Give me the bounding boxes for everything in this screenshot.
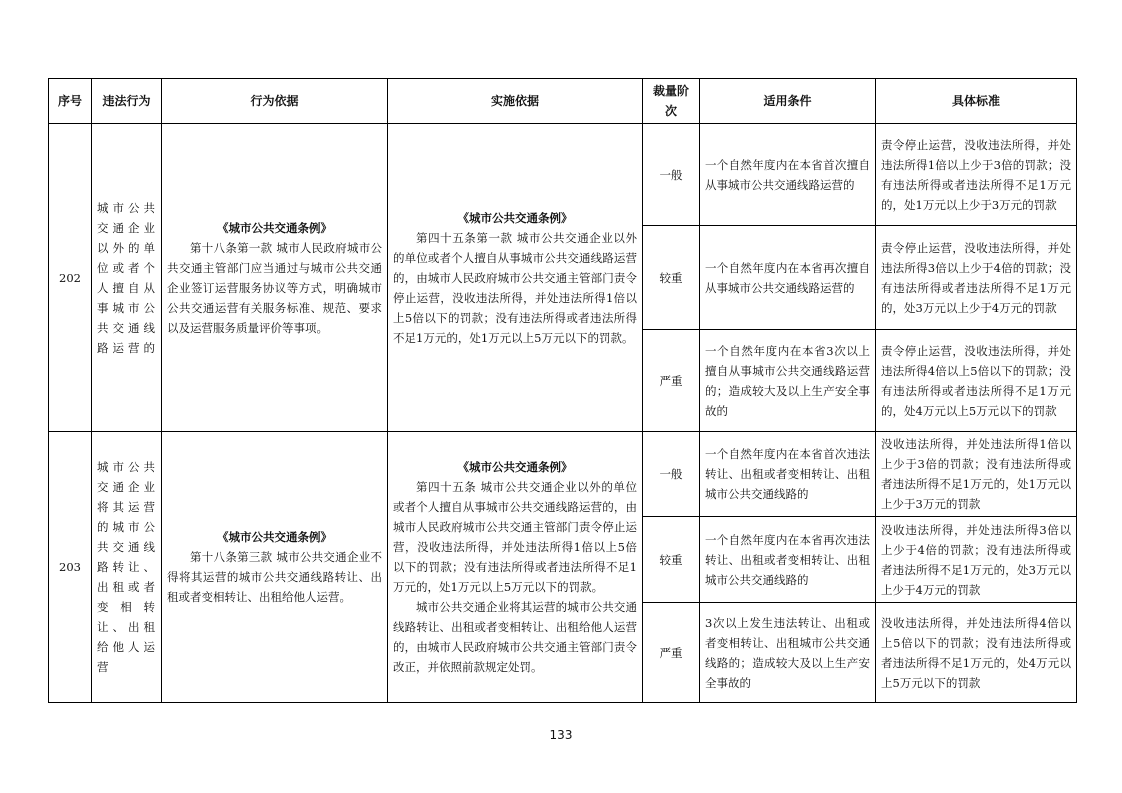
level-standard: 责令停止运营，没收违法所得，并处违法所得3倍以上少于4倍的罚款；没有违法所得或者违法所得不足1万元的，处3万元以上少于4万元的罚款 <box>876 226 1077 330</box>
header-standard: 具体标准 <box>876 79 1077 124</box>
impl-text: 第四十五条 城市公共交通企业以外的单位或者个人擅自从事城市公共交通线路运营的，由城市人民政府城市公共交通主管部门责令停止运营，没收违法所得，并处违法所得1倍以上5倍以下的罚款；没有违法所得或者违法所得不足1万元的，处1万元以上5万元以下的罚款。 <box>393 480 637 594</box>
basis-text: 第十八条第三款 城市公共交通企业不得将其运营的城市公共交通线路转让、出租或者变相转让、出租给他人运营。 <box>167 550 382 604</box>
basis-law-title: 《城市公共交通条例》 <box>217 530 332 544</box>
header-basis: 行为依据 <box>162 79 388 124</box>
row-behavior: 城市公共交通企业将其运营的城市公共交通线路转让、出租或者变相转让、出租给他人运营 <box>92 432 162 703</box>
level-label: 严重 <box>643 603 700 703</box>
row-impl <box>388 124 643 432</box>
impl-law-title: 《城市公共交通条例》 <box>457 210 573 225</box>
page-number: 133 <box>549 728 573 742</box>
row-basis <box>162 124 388 432</box>
basis-law-title: 《城市公共交通条例》 <box>217 220 332 235</box>
level-condition: 一个自然年度内在本省3次以上擅自从事城市公共交通线路运营的；造成较大及以上生产安全事故的 <box>700 330 876 432</box>
level-standard: 没收违法所得，并处违法所得1倍以上少于3倍的罚款；没有违法所得或者违法所得不足1万元的，处1万元以上少于3万元的罚款 <box>876 432 1077 517</box>
level-condition: 一个自然年度内在本省再次违法转让、出租或者变相转让、出租城市公共交通线路的 <box>700 517 876 603</box>
header-level: 裁量阶次 <box>643 79 700 124</box>
header-behavior: 违法行为 <box>92 79 162 124</box>
row-seq: 202 <box>49 124 92 432</box>
impl-law-title: 《城市公共交通条例》 <box>457 460 573 474</box>
header-seq: 序号 <box>49 79 92 124</box>
header-row <box>49 79 1077 124</box>
table-row <box>49 432 1077 517</box>
header-impl: 实施依据 <box>388 79 643 124</box>
row-behavior: 城市公共交通企业以外的单位或者个人擅自从事城市公共交通线路运营的 <box>92 124 162 432</box>
level-condition: 一个自然年度内在本省首次违法转让、出租或者变相转让、出租城市公共交通线路的 <box>700 432 876 517</box>
impl-text-2: 城市公共交通企业将其运营的城市公共交通线路转让、出租或者变相转让、出租给他人运营的，由城市人民政府城市公共交通主管部门责令改正，并依照前款规定处罚。 <box>393 600 637 674</box>
table-row <box>49 124 1077 226</box>
level-label: 一般 <box>643 124 700 226</box>
row-impl <box>388 432 643 703</box>
impl-text: 第四十五条第一款 城市公共交通企业以外的单位或者个人擅自从事城市公共交通线路运营的，由城市人民政府城市公共交通主管部门责令停止运营，没收违法所得，并处违法所得1倍以上5倍以下的罚款；没有违法所得或者违法所得不足1万元的，处1万元以上5万元以下的罚款。 <box>393 230 637 345</box>
level-label: 较重 <box>643 226 700 330</box>
level-condition: 一个自然年度内在本省首次擅自从事城市公共交通线路运营的 <box>700 124 876 226</box>
level-standard: 责令停止运营，没收违法所得，并处违法所得1倍以上少于3倍的罚款；没有违法所得或者违法所得不足1万元的，处1万元以上少于3万元的罚款 <box>876 124 1077 226</box>
row-seq: 203 <box>49 432 92 703</box>
penalty-table <box>48 78 1077 703</box>
level-condition: 3次以上发生违法转让、出租或者变相转让、出租城市公共交通线路的；造成较大及以上生产安全事故的 <box>700 603 876 703</box>
basis-text: 第十八条第一款 城市人民政府城市公共交通主管部门应当通过与城市公共交通企业签订运营服务协议等方式，明确城市公共交通运营有关服务标准、规范、要求以及运营服务质量评价等事项。 <box>167 240 382 335</box>
header-condition: 适用条件 <box>700 79 876 124</box>
level-label: 严重 <box>643 330 700 432</box>
level-condition: 一个自然年度内在本省再次擅自从事城市公共交通线路运营的 <box>700 226 876 330</box>
level-label: 一般 <box>643 432 700 517</box>
level-standard: 责令停止运营，没收违法所得，并处违法所得4倍以上5倍以下的罚款；没有违法所得或者违法所得不足1万元的，处4万元以上5万元以下的罚款 <box>876 330 1077 432</box>
row-basis <box>162 432 388 703</box>
level-standard: 没收违法所得，并处违法所得4倍以上5倍以下的罚款；没有违法所得或者违法所得不足1万元的，处4万元以上5万元以下的罚款 <box>876 603 1077 703</box>
level-standard: 没收违法所得，并处违法所得3倍以上少于4倍的罚款；没有违法所得或者违法所得不足1万元的，处3万元以上少于4万元的罚款 <box>876 517 1077 603</box>
level-label: 较重 <box>643 517 700 603</box>
